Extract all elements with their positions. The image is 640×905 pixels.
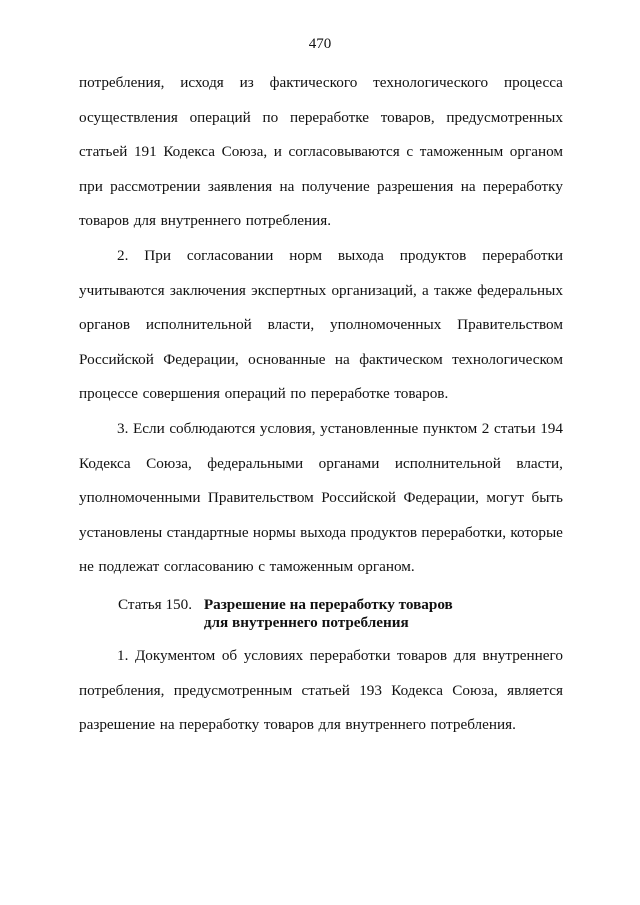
word: Союза, bbox=[452, 681, 498, 699]
word: является bbox=[507, 681, 563, 699]
word: товаров. bbox=[394, 385, 449, 402]
word: таможенным bbox=[269, 558, 354, 575]
word: При bbox=[144, 247, 171, 264]
word: выхода bbox=[337, 247, 384, 264]
word: предусмотренным bbox=[173, 681, 293, 699]
word: 191 bbox=[133, 143, 157, 160]
word: основанные bbox=[248, 350, 326, 368]
word: органов bbox=[79, 316, 131, 333]
text-line bbox=[79, 447, 563, 482]
word: учитываются bbox=[79, 281, 165, 299]
word: об bbox=[221, 647, 238, 664]
word: потребления. bbox=[430, 716, 516, 733]
word: заявления bbox=[207, 177, 273, 195]
word: а bbox=[422, 281, 429, 299]
text-line bbox=[79, 377, 563, 412]
word: переработку bbox=[482, 177, 563, 195]
word: внутреннего bbox=[345, 716, 426, 733]
word: товаров bbox=[263, 716, 314, 733]
word: федеральными bbox=[207, 454, 304, 472]
text-line bbox=[79, 274, 563, 309]
text-line bbox=[79, 343, 563, 378]
word: таможенным bbox=[419, 143, 504, 160]
word: по bbox=[262, 108, 279, 126]
word: на bbox=[159, 716, 175, 733]
paragraph-continuation bbox=[79, 66, 563, 239]
word: уполномоченными bbox=[79, 489, 201, 506]
word: разрешения bbox=[377, 177, 454, 195]
word: нормы bbox=[252, 523, 296, 541]
word: Правительством bbox=[207, 489, 314, 506]
word: товаров bbox=[397, 647, 448, 664]
word: потребления, bbox=[79, 74, 165, 91]
word: для bbox=[453, 647, 476, 664]
word: процесса bbox=[503, 74, 563, 91]
word: при bbox=[79, 177, 103, 195]
word: быть bbox=[531, 489, 563, 506]
word: подлежат bbox=[98, 558, 160, 575]
word: статьей bbox=[79, 143, 128, 160]
word: 3. bbox=[117, 420, 129, 437]
text-line bbox=[79, 308, 563, 343]
word: продуктов bbox=[399, 247, 467, 264]
text-line bbox=[79, 674, 563, 709]
word: внутреннего bbox=[482, 647, 563, 664]
word: товаров bbox=[79, 212, 130, 229]
word: исполнительной bbox=[394, 454, 501, 472]
word: переработке bbox=[310, 385, 390, 402]
word: Документом bbox=[134, 647, 216, 664]
article-title bbox=[204, 596, 453, 632]
word: 1. bbox=[117, 647, 129, 664]
word: технологического bbox=[373, 74, 489, 91]
word: фактического bbox=[269, 74, 358, 91]
word: на bbox=[460, 177, 476, 195]
word: организаций, bbox=[331, 281, 417, 299]
word: разрешение bbox=[79, 716, 156, 733]
word: Федерации, bbox=[163, 350, 239, 368]
paragraph-3 bbox=[79, 412, 563, 585]
word: заключения bbox=[169, 281, 246, 299]
word: экспертных bbox=[251, 281, 327, 299]
word: операций bbox=[224, 385, 286, 402]
word: согласовываются bbox=[288, 143, 400, 160]
word: операций bbox=[189, 108, 251, 126]
page-number: 470 bbox=[308, 36, 332, 52]
word: с bbox=[258, 558, 265, 575]
word: технологическом bbox=[452, 350, 563, 368]
word: Если bbox=[132, 420, 165, 437]
word: переработки bbox=[482, 247, 563, 264]
word: из bbox=[239, 74, 254, 91]
text-line bbox=[79, 550, 563, 585]
word: совершения bbox=[142, 385, 221, 402]
word: Кодекса bbox=[79, 454, 131, 472]
word: Правительством bbox=[457, 316, 563, 333]
paragraph-2 bbox=[79, 239, 563, 412]
word: установленные bbox=[320, 420, 419, 437]
word: органом bbox=[509, 143, 563, 160]
text-line bbox=[79, 639, 563, 674]
word: с bbox=[406, 143, 414, 160]
word: Кодекса bbox=[391, 681, 443, 699]
word: власти, bbox=[516, 454, 563, 472]
text-line bbox=[79, 101, 563, 136]
word: потребления, bbox=[79, 681, 165, 699]
text-line bbox=[79, 412, 563, 447]
word: которые bbox=[510, 523, 563, 541]
text-line bbox=[79, 516, 563, 551]
word: условиях bbox=[243, 647, 304, 664]
article-title-line-2: для внутреннего потребления bbox=[203, 614, 409, 631]
word: 194 bbox=[540, 420, 563, 437]
word: для bbox=[133, 212, 156, 229]
word: переработки bbox=[309, 647, 391, 664]
word: получение bbox=[301, 177, 370, 195]
word: Российской bbox=[79, 350, 154, 368]
word: согласовании bbox=[186, 247, 274, 264]
word: осуществления bbox=[79, 108, 178, 126]
word: установлены bbox=[79, 523, 163, 541]
word: Союза, bbox=[146, 454, 192, 472]
word: уполномоченных bbox=[329, 316, 442, 333]
word: и bbox=[273, 143, 282, 160]
word: стандартные bbox=[166, 523, 249, 541]
word: предусмотренных bbox=[446, 108, 563, 126]
word: соблюдаются bbox=[169, 420, 256, 437]
article-title-line-1: Разрешение на переработку товаров bbox=[203, 596, 453, 613]
article-heading bbox=[118, 596, 453, 632]
word: органом. bbox=[357, 558, 415, 575]
word: 2. bbox=[117, 247, 129, 264]
word: власти, bbox=[267, 316, 315, 333]
paragraph-article-150-1 bbox=[79, 639, 563, 743]
word: не bbox=[79, 558, 94, 575]
text-line bbox=[79, 66, 563, 101]
text-line bbox=[79, 135, 563, 170]
word: по bbox=[290, 385, 307, 402]
word: норм bbox=[289, 247, 322, 264]
word: Федерации, bbox=[403, 489, 479, 506]
word: внутреннего bbox=[160, 212, 242, 229]
word: выхода bbox=[300, 523, 347, 541]
word: процессе bbox=[79, 385, 138, 402]
text-line bbox=[79, 204, 563, 239]
word: согласованию bbox=[163, 558, 254, 575]
word: Кодекса bbox=[163, 143, 215, 160]
article-number: Статья 150. bbox=[118, 596, 193, 613]
word: пунктом bbox=[422, 420, 478, 437]
word: 2 bbox=[481, 420, 490, 437]
word: Российской bbox=[321, 489, 397, 506]
word: переработке bbox=[289, 108, 370, 126]
word: на bbox=[279, 177, 295, 195]
word: для bbox=[318, 716, 341, 733]
word: федеральных bbox=[477, 281, 563, 299]
word: исполнительной bbox=[145, 316, 252, 333]
word: переработки, bbox=[421, 523, 507, 541]
word: переработку bbox=[179, 716, 260, 733]
word: рассмотрении bbox=[110, 177, 201, 195]
word: органами bbox=[318, 454, 380, 472]
text-line bbox=[79, 239, 563, 274]
word: потребления. bbox=[245, 212, 332, 229]
word: могут bbox=[486, 489, 525, 506]
text-line bbox=[79, 170, 563, 205]
word: исходя bbox=[180, 74, 224, 91]
word: Союза, bbox=[221, 143, 268, 160]
word: также bbox=[433, 281, 472, 299]
word: условия, bbox=[259, 420, 316, 437]
word: фактическом bbox=[359, 350, 443, 368]
word: статьей bbox=[301, 681, 350, 699]
word: статьи bbox=[493, 420, 536, 437]
word: на bbox=[334, 350, 350, 368]
text-line bbox=[79, 708, 563, 743]
word: товаров, bbox=[380, 108, 435, 126]
word: продуктов bbox=[350, 523, 418, 541]
word: 193 bbox=[359, 681, 382, 699]
text-line bbox=[79, 481, 563, 516]
